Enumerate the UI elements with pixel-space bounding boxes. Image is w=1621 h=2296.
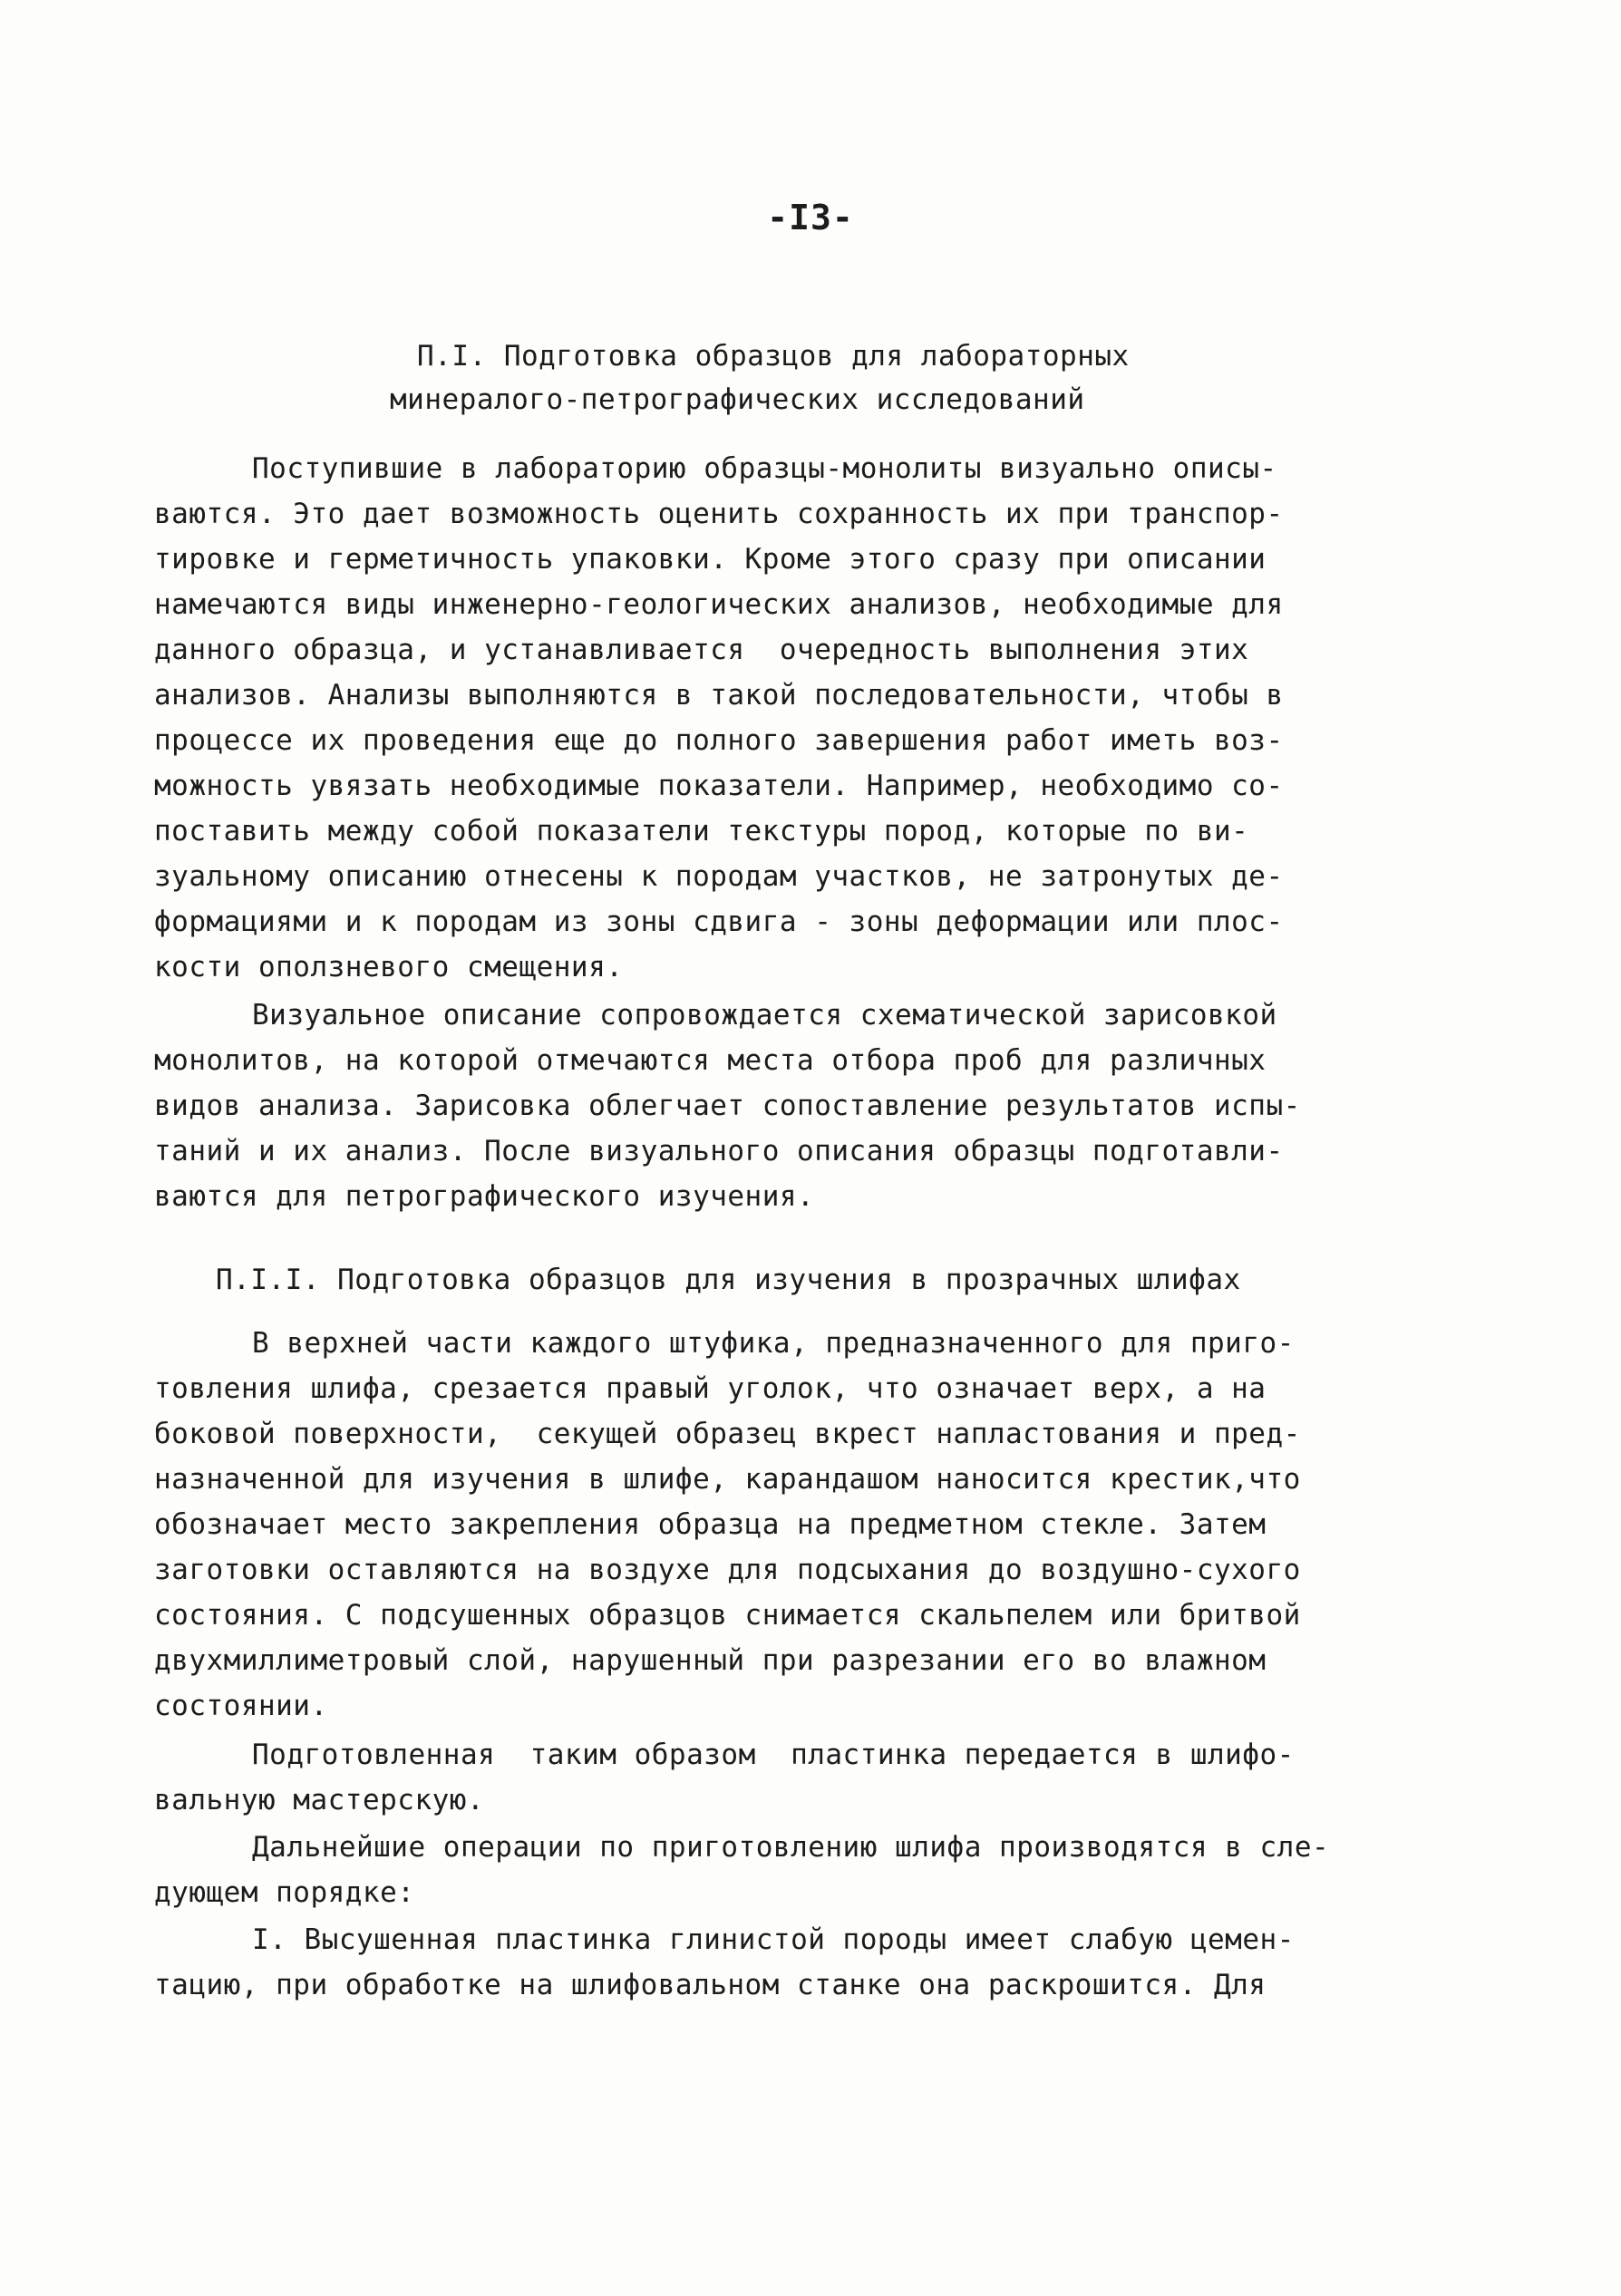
paragraph-1-line-11: формациями и к породам из зоны сдвига - зоны деформации или плос- xyxy=(154,906,1284,938)
paragraph-1-line-12: кости оползневого смещения. xyxy=(154,951,624,983)
paragraph-2-line-4: таний и их анализ. После визуального описания образцы подготавли- xyxy=(154,1135,1284,1167)
paragraph-1-line-8: можность увязать необходимые показатели. Например, необходимо со- xyxy=(154,770,1284,802)
paragraph-1-line-4: намечаются виды инженерно-геологических анализов, необходимые для xyxy=(154,588,1284,621)
paragraph-1-line-1: Поступившие в лабораторию образцы-монолиты визуально описы- xyxy=(252,452,1277,485)
paragraph-1-line-7: процессе их проведения еще до полного завершения работ иметь воз- xyxy=(154,724,1284,757)
subsection-paragraph-2-line-1: Подготовленная таким образом пластинка передается в шлифо- xyxy=(252,1739,1295,1771)
subsection-paragraph-3-line-1: Дальнейшие операции по приготовлению шлифа производятся в сле- xyxy=(252,1831,1330,1864)
paragraph-1-line-10: зуальному описанию отнесены к породам участков, не затронутых де- xyxy=(154,860,1284,893)
subsection-paragraph-2-line-2: вальную мастерскую. xyxy=(154,1784,485,1816)
paragraph-1-line-9: поставить между собой показатели текстуры пород, которые по ви- xyxy=(154,815,1249,848)
paragraph-2-line-5: ваются для петрографического изучения. xyxy=(154,1180,815,1213)
subsection-paragraph-1-line-1: В верхней части каждого штуфика, предназначенного для приго- xyxy=(252,1327,1295,1360)
section-title-line-2: минералого-петрографических исследований xyxy=(390,383,1085,416)
paragraph-2-line-1: Визуальное описание сопровождается схематической зарисовкой xyxy=(252,999,1277,1032)
paragraph-1-line-3: тировке и герметичность упаковки. Кроме этого сразу при описании xyxy=(154,543,1267,576)
subsection-title: П.I.I. Подготовка образцов для изучения в прозрачных шлифах xyxy=(216,1264,1241,1296)
subsection-paragraph-1-line-5: обозначает место закрепления образца на предметном стекле. Затем xyxy=(154,1508,1267,1541)
subsection-paragraph-3-line-2: дующем порядке: xyxy=(154,1876,415,1909)
subsection-paragraph-1-line-6: заготовки оставляются на воздухе для подсыхания до воздушно-сухого xyxy=(154,1554,1301,1586)
paragraph-1-line-2: ваются. Это дает возможность оценить сохранность их при транспор- xyxy=(154,498,1284,530)
page-number: -I3- xyxy=(767,198,854,237)
subsection-paragraph-1-line-4: назначенной для изучения в шлифе, карандашом наносится крестик,что xyxy=(154,1463,1301,1496)
subsection-paragraph-1-line-8: двухмиллиметровый слой, нарушенный при разрезании его во влажном xyxy=(154,1644,1267,1677)
subsection-paragraph-1-line-2: товления шлифа, срезается правый уголок, что означает верх, а на xyxy=(154,1372,1267,1405)
paragraph-1-line-5: данного образца, и устанавливается очередность выполнения этих xyxy=(154,634,1249,666)
section-title-line-1: П.I. Подготовка образцов для лабораторных xyxy=(417,340,1130,373)
subsection-paragraph-1-line-7: состояния. С подсушенных образцов снимается скальпелем или бритвой xyxy=(154,1599,1301,1632)
subsection-paragraph-4-line-2: тацию, при обработке на шлифовальном станке она раскрошится. Для xyxy=(154,1969,1267,2001)
subsection-paragraph-1-line-9: состоянии. xyxy=(154,1690,328,1722)
paragraph-2-line-3: видов анализа. Зарисовка облегчает сопоставление результатов испы- xyxy=(154,1090,1301,1122)
subsection-paragraph-1-line-3: боковой поверхности, секущей образец вкрест напластования и пред- xyxy=(154,1418,1301,1450)
subsection-paragraph-4-line-1: I. Высушенная пластинка глинистой породы имеет слабую цемен- xyxy=(252,1923,1295,1956)
paragraph-2-line-2: монолитов, на которой отмечаются места отбора проб для различных xyxy=(154,1044,1267,1077)
paragraph-1-line-6: анализов. Анализы выполняются в такой последовательности, чтобы в xyxy=(154,679,1284,712)
